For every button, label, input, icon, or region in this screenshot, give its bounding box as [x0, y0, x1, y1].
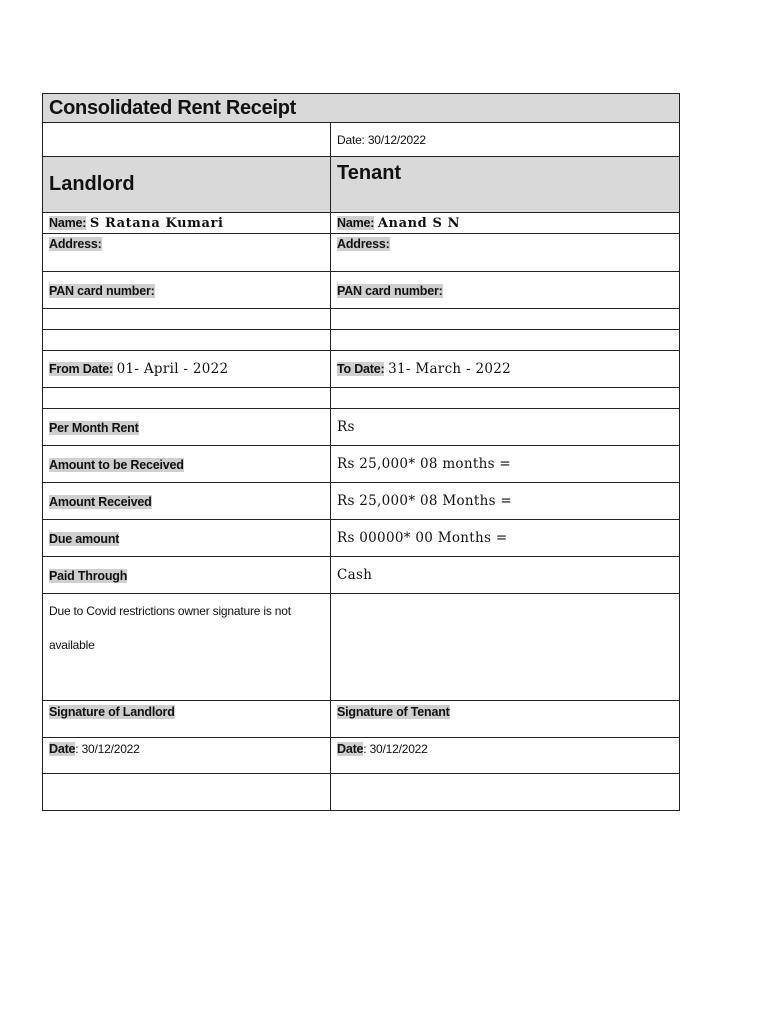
landlord-date-value: : 30/12/2022: [75, 742, 140, 756]
blank-row: [43, 388, 680, 409]
tenant-date-value: : 30/12/2022: [363, 742, 428, 756]
amount-label-cell: [43, 446, 331, 483]
landlord-date-label: Date: [49, 742, 76, 756]
amount-label-cell: [43, 557, 331, 594]
signature-area: [331, 594, 680, 701]
name-row: [43, 213, 680, 234]
tenant-name-label: Name:: [337, 216, 375, 230]
amount-value: Rs: [331, 409, 680, 446]
receipt-title: Consolidated Rent Receipt: [43, 94, 680, 123]
amount-label: Due amount: [49, 531, 120, 546]
tenant-name-value: Anand S N: [377, 216, 461, 231]
pan-row: [43, 272, 680, 309]
tenant-pan-cell: [331, 272, 680, 309]
amount-value: Rs 25,000* 08 Months =: [331, 483, 680, 520]
from-date-value: 01- April - 2022: [116, 361, 229, 377]
tenant-pan-label: PAN card number:: [337, 283, 443, 298]
amount-row: [43, 483, 680, 520]
note-row: [43, 594, 680, 701]
covid-note-line: available: [49, 638, 95, 652]
blank-row: [43, 330, 680, 351]
amount-row: [43, 446, 680, 483]
to-date-value: 31- March - 2022: [388, 361, 512, 377]
amount-row: [43, 557, 680, 594]
amount-value: Cash: [331, 557, 680, 594]
tenant-date-label: Date: [337, 742, 364, 756]
rent-receipt: [42, 93, 679, 811]
landlord-name-label: Name:: [49, 216, 87, 230]
landlord-address-cell: [43, 234, 331, 272]
from-date-label: From Date:: [49, 362, 113, 376]
amount-row: [43, 520, 680, 557]
amount-label-cell: [43, 483, 331, 520]
signature-date-row: [43, 738, 680, 774]
receipt-table: [42, 93, 680, 811]
covid-note-line: Due to Covid restrictions owner signature is not: [49, 604, 291, 618]
date-row: [43, 123, 680, 157]
tenant-signature-label: Signature of Tenant: [337, 705, 450, 719]
landlord-date-cell: [43, 738, 331, 774]
address-row: [43, 234, 680, 272]
title-row: [43, 94, 680, 123]
amount-value: Rs 25,000* 08 months =: [331, 446, 680, 483]
landlord-signature-cell: [43, 701, 331, 738]
amount-label: Paid Through: [49, 568, 128, 583]
landlord-name-value: S Ratana Kumari: [89, 216, 224, 231]
amount-value: Rs 00000* 00 Months =: [331, 520, 680, 557]
amount-label-cell: [43, 520, 331, 557]
tenant-address-label: Address:: [337, 237, 390, 251]
receipt-date: Date: 30/12/2022: [331, 123, 680, 157]
to-date-cell: [331, 351, 680, 388]
tenant-address-cell: [331, 234, 680, 272]
empty-cell: [43, 123, 331, 157]
amount-label: Per Month Rent: [49, 420, 139, 435]
tenant-name-cell: [331, 213, 680, 234]
landlord-name-cell: [43, 213, 331, 234]
from-date-cell: [43, 351, 331, 388]
tenant-heading: Tenant: [331, 157, 680, 213]
party-heading-row: [43, 157, 680, 213]
to-date-label: To Date:: [337, 362, 385, 376]
signature-row: [43, 701, 680, 738]
period-row: [43, 351, 680, 388]
amount-row: [43, 409, 680, 446]
covid-note: [43, 594, 331, 701]
landlord-signature-label: Signature of Landlord: [49, 705, 175, 719]
tenant-signature-cell: [331, 701, 680, 738]
landlord-pan-label: PAN card number:: [49, 283, 155, 298]
landlord-address-label: Address:: [49, 237, 102, 251]
amount-label: Amount Received: [49, 494, 152, 509]
amount-label-cell: [43, 409, 331, 446]
amount-label: Amount to be Received: [49, 457, 184, 472]
landlord-pan-cell: [43, 272, 331, 309]
blank-row: [43, 309, 680, 330]
blank-row: [43, 774, 680, 811]
tenant-date-cell: [331, 738, 680, 774]
landlord-heading: Landlord: [43, 157, 331, 213]
